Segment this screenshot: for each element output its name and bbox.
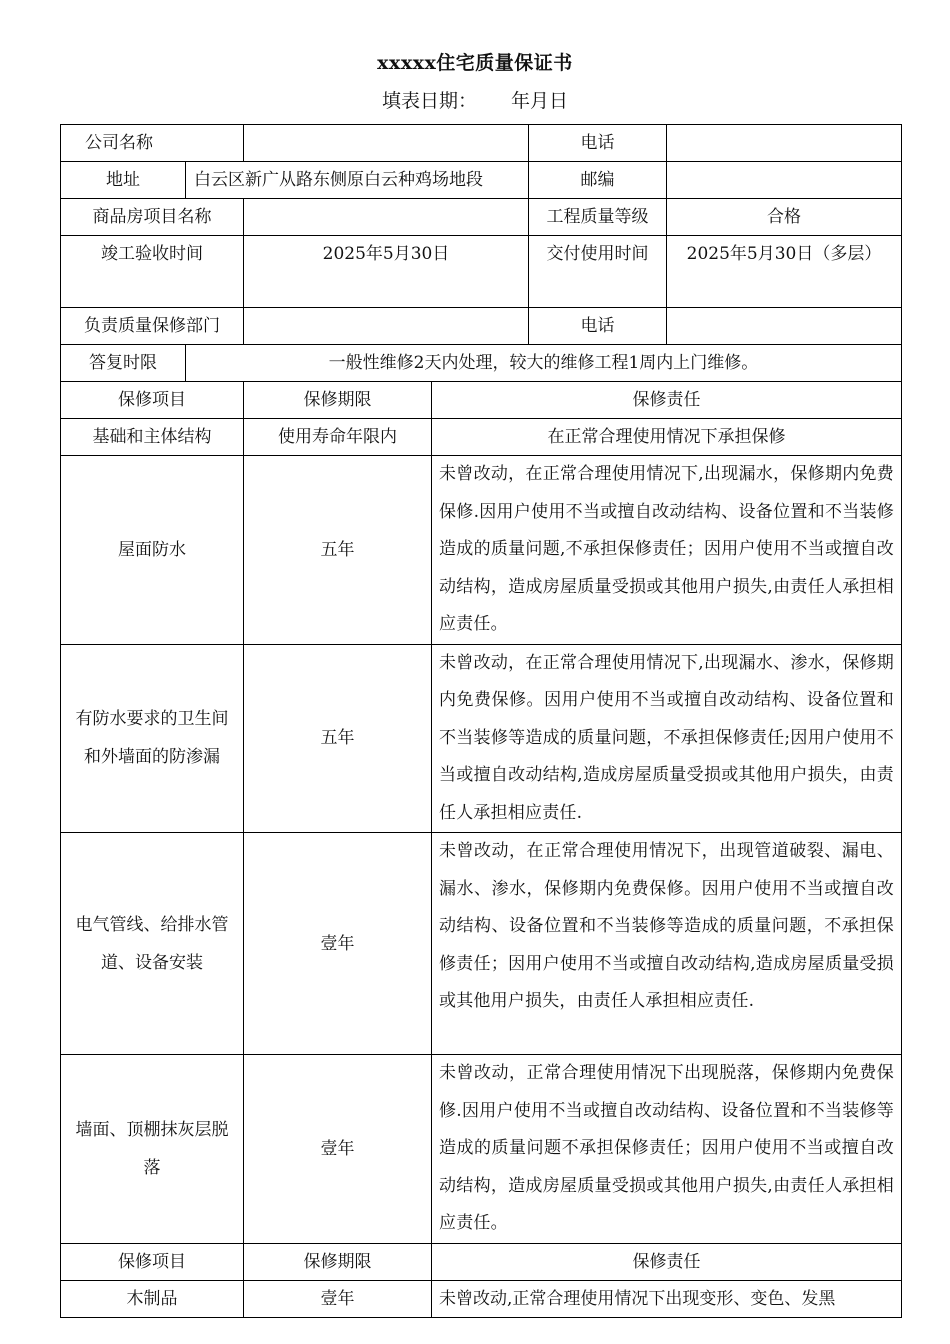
- postcode-field: [667, 162, 902, 199]
- fill-date-value: 年月日: [511, 90, 569, 112]
- table-row: [61, 419, 902, 456]
- document-title: xxxxx住宅质量保证书: [377, 52, 573, 74]
- table-row: [61, 345, 902, 382]
- delivery-value: 2025年5月30日（多层）: [667, 236, 902, 308]
- table-row: [61, 833, 902, 1055]
- row-responsibility: 未曾改动，正常合理使用情况下出现脱落，保修期内免费保修.因用户使用不当或擅自改动结构、设备位置和不当装修等造成的质量问题不承担保修责任；因用户使用不当或擅自改动结构，造成房屋质量受损或其他用户损失,由责任人承担相应责任。: [432, 1055, 902, 1244]
- completion-label: 竣工验收时间: [61, 236, 244, 308]
- table-header-row: [61, 382, 902, 419]
- row-item: 电气管线、给排水管道、设备安装: [61, 833, 244, 1055]
- reply-value: 一般性维修2天内处理，较大的维修工程1周内上门维修。: [186, 345, 902, 382]
- dept-label: 负责质量保修部门: [61, 308, 244, 345]
- row-period: 壹年: [244, 833, 432, 1055]
- row-item: 木制品: [61, 1280, 244, 1317]
- row-item: 基础和主体结构: [61, 419, 244, 456]
- dept-phone-label: 电话: [529, 308, 667, 345]
- row-period: 五年: [244, 456, 432, 645]
- warranty-table: [60, 124, 902, 1318]
- fill-date-line: [0, 86, 950, 113]
- delivery-label: 交付使用时间: [529, 236, 667, 308]
- reply-label: 答复时限: [61, 345, 186, 382]
- table-row: [61, 125, 902, 162]
- header-period: 保修期限: [244, 1243, 432, 1280]
- header-item: 保修项目: [61, 1243, 244, 1280]
- row-period: 使用寿命年限内: [244, 419, 432, 456]
- quality-grade-label: 工程质量等级: [529, 199, 667, 236]
- header-period: 保修期限: [244, 382, 432, 419]
- address-label: 地址: [61, 162, 186, 199]
- row-responsibility: 未曾改动，在正常合理使用情况下，出现管道破裂、漏电、漏水、渗水，保修期内免费保修。因用户使用不当或擅自改动结构、设备位置和不当装修等造成的质量问题，不承担保修责任；因用户使用不当或擅自改动结构,造成房屋质量受损或其他用户损失，由责任人承担相应责任.: [432, 833, 902, 1055]
- table-row: [61, 456, 902, 645]
- row-responsibility: 未曾改动,正常合理使用情况下出现变形、变色、发黑: [432, 1280, 902, 1317]
- row-period: 壹年: [244, 1280, 432, 1317]
- table-row: [61, 308, 902, 345]
- company-name-label: 公司名称: [61, 125, 244, 162]
- dept-phone-field: [667, 308, 902, 345]
- table-header-row: [61, 1243, 902, 1280]
- header-item: 保修项目: [61, 382, 244, 419]
- completion-value: 2025年5月30日: [244, 236, 529, 308]
- header-responsibility: 保修责任: [432, 382, 902, 419]
- row-responsibility: 未曾改动，在正常合理使用情况下,出现漏水，保修期内免费保修.因用户使用不当或擅自改动结构、设备位置和不当装修造成的质量问题,不承担保修责任；因用户使用不当或擅自改动结构，造成房屋质量受损或其他用户损失,由责任人承担相应责任。: [432, 456, 902, 645]
- row-item: 墙面、顶棚抹灰层脱落: [61, 1055, 244, 1244]
- row-item: 有防水要求的卫生间和外墙面的防渗漏: [61, 644, 244, 833]
- row-responsibility: 在正常合理使用情况下承担保修: [432, 419, 902, 456]
- quality-grade-value: 合格: [667, 199, 902, 236]
- table-row: [61, 1055, 902, 1244]
- phone-field: [667, 125, 902, 162]
- postcode-label: 邮编: [529, 162, 667, 199]
- row-period: 壹年: [244, 1055, 432, 1244]
- dept-field: [244, 308, 529, 345]
- project-name-field: [244, 199, 529, 236]
- company-name-field: [244, 125, 529, 162]
- header-responsibility: 保修责任: [432, 1243, 902, 1280]
- row-responsibility: 未曾改动，在正常合理使用情况下,出现漏水、渗水，保修期内免费保修。因用户使用不当或擅自改动结构、设备位置和不当装修等造成的质量问题，不承担保修责任;因用户使用不当或擅自改动结构,造成房屋质量受损或其他用户损失，由责任人承担相应责任.: [432, 644, 902, 833]
- table-row: [61, 1280, 902, 1317]
- row-period: 五年: [244, 644, 432, 833]
- table-row: [61, 199, 902, 236]
- table-row: [61, 644, 902, 833]
- address-value: 白云区新广从路东侧原白云种鸡场地段: [186, 162, 529, 199]
- table-row: [61, 162, 902, 199]
- row-item: 屋面防水: [61, 456, 244, 645]
- fill-date-label: 填表日期：: [381, 90, 477, 112]
- phone-label: 电话: [529, 125, 667, 162]
- table-row: [61, 236, 902, 308]
- project-name-label: 商品房项目名称: [61, 199, 244, 236]
